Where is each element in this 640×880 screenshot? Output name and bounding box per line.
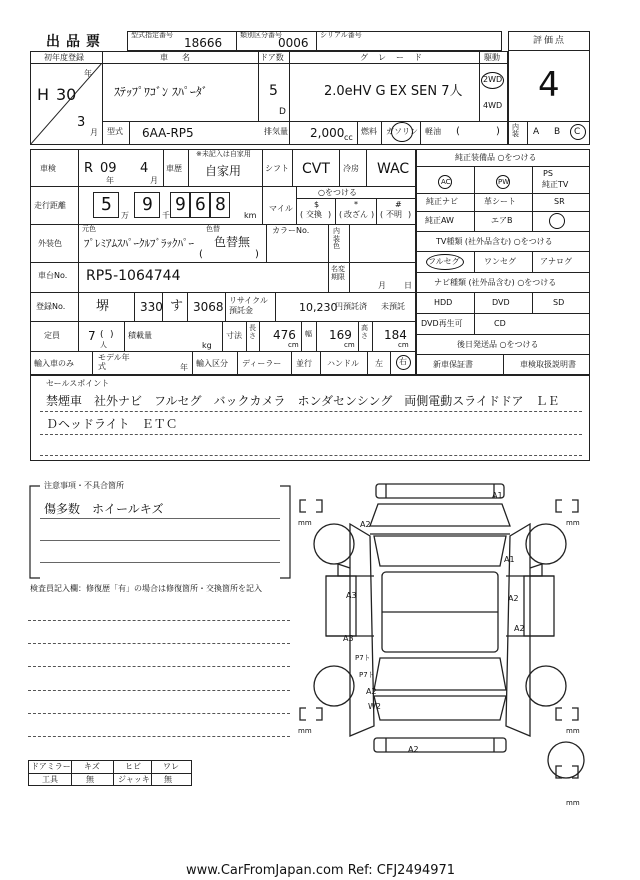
meter-exchange-symbol: $: [314, 200, 320, 209]
drive-4wd: 4WD: [483, 101, 503, 110]
equip-sr-circle: [549, 213, 565, 229]
length-label: 長さ: [249, 324, 256, 340]
capacity-label: 定員: [44, 331, 60, 340]
usage-label: 車歴: [166, 164, 182, 173]
original-color-label: 元色: [82, 225, 96, 233]
interior-b: B: [554, 127, 561, 137]
color-no-label: カラーNo.: [272, 226, 310, 235]
interior-c: C: [574, 127, 581, 137]
damage-mark-10: A2: [366, 687, 377, 696]
sales-points-line2: Ｄヘッドライト ＥＴＣ: [46, 417, 178, 431]
displacement-cc: cc: [344, 133, 353, 142]
fuel-diesel: 軽油: [425, 127, 441, 136]
recycle-suffix: 円預託済: [335, 302, 367, 311]
mileage-label: 走行距離: [34, 201, 66, 210]
legend-v2: 無: [86, 775, 94, 784]
interior-color-label: 内装色: [333, 227, 340, 251]
mileage-digit-1: 5: [101, 194, 112, 215]
inspection-label: 車検: [40, 164, 56, 173]
score-label: 評価点: [533, 36, 567, 46]
notes-label: 注意事項・不具合箇所: [44, 481, 124, 490]
load-unit: kg: [202, 341, 212, 350]
model-year-unit: 年: [180, 363, 188, 372]
first-reg-month-unit: 月: [90, 128, 98, 137]
mm-label-fr: mm: [566, 519, 580, 527]
legend-h4: ワレ: [163, 762, 179, 771]
displacement-label: 排気量: [264, 127, 288, 136]
length-value: 476: [273, 328, 296, 342]
equip-tv: 純正TV: [542, 180, 569, 189]
damage-mark-3: A1: [504, 555, 515, 564]
import-label: 輸入車のみ: [34, 359, 74, 368]
damage-mark-11: W2: [368, 702, 381, 711]
width-value: 169: [329, 328, 352, 342]
damage-mark-6: A2: [514, 624, 525, 633]
doors-suffix: D: [279, 107, 286, 117]
vin-label: 車台No.: [38, 271, 68, 280]
damage-mark-8: P7ト: [355, 654, 371, 662]
damage-mark-9: P7ト: [359, 671, 375, 679]
meter-note: ○をつける: [318, 188, 357, 197]
height-cm: cm: [398, 341, 409, 349]
first-reg-label: 初年度登録: [44, 53, 84, 62]
mm-label-fl: mm: [298, 519, 312, 527]
height-value: 184: [384, 328, 407, 342]
equip-sr: SR: [554, 197, 565, 206]
serial-label: シリアル番号: [320, 31, 362, 39]
mileage-man: 万: [121, 211, 129, 220]
inspector-label: 検査員記入欄：修復歴「有」の場合は修復箇所・交換箇所を記入: [30, 584, 262, 593]
damage-mark-4: A3: [346, 591, 357, 600]
legend-v4: 無: [164, 775, 172, 784]
recycle-unpaid: 未預託: [381, 302, 405, 311]
size-label: 寸法: [226, 331, 242, 340]
capacity-value: 7: [88, 329, 96, 343]
mileage-digit-4: 6: [195, 194, 206, 215]
meter-unknown-label: 不明: [386, 210, 402, 219]
mileage-digit-2: 9: [142, 194, 153, 215]
ac-value: WAC: [377, 161, 410, 177]
legend-h3: ヒビ: [125, 762, 141, 771]
equip-pw: PW: [498, 178, 510, 186]
sales-points-line1: 禁煙車 社外ナビ フルセグ バックカメラ ホンダセンシング 両側電動スライドドア ＬＥ: [46, 394, 560, 408]
car-name-label: 車名: [160, 53, 204, 62]
navi-dvd: DVD: [492, 298, 510, 307]
reg-number: 3068: [193, 300, 224, 314]
vin-value: RP5-1064744: [86, 268, 181, 284]
car-name-value: ｽﾃｯﾌﾟﾜｺﾞﾝ ｽﾊﾟｰﾀﾞ: [114, 85, 208, 99]
mile-label: マイル: [269, 204, 293, 213]
sheet-title: 出品票: [46, 34, 106, 50]
sales-points-label: セールスポイント: [46, 379, 110, 388]
navi-sd: SD: [553, 298, 565, 307]
drive-2wd: 2WD: [483, 75, 503, 84]
meter-altered-symbol: *: [354, 200, 358, 209]
length-cm: cm: [288, 341, 299, 349]
model-cert-value: 18666: [184, 36, 223, 50]
inspection-month-unit: 月: [150, 176, 158, 185]
doors-label: ドア数: [260, 53, 284, 62]
later-doc-manual: 車検取扱説明書: [520, 360, 576, 369]
damage-mark-2: A2: [360, 520, 371, 529]
fuel-label: 燃料: [361, 127, 377, 136]
name-change-label: 名変期限: [331, 265, 345, 281]
mileage-digit-3: 9: [175, 194, 186, 215]
tv-header: TV種類 (社外品含む) ○をつける: [436, 237, 553, 246]
damage-mark-5: A2: [508, 594, 519, 603]
later-docs-header: 後日発送品 ○をつける: [457, 340, 539, 349]
capacity-unit: 人: [100, 341, 107, 349]
recycle-label: リサイクル預託金: [229, 296, 268, 315]
mileage-km: km: [244, 211, 257, 220]
class-value: 0006: [278, 36, 309, 50]
type-value: 6AA-RP5: [142, 126, 194, 140]
doors-value: 5: [269, 83, 278, 99]
equip-ac: AC: [441, 178, 451, 186]
handle-left: 左: [375, 359, 383, 368]
handle-right: 右: [399, 357, 407, 366]
reg-kana: す: [170, 299, 184, 314]
damage-mark-1: A1: [492, 491, 503, 500]
legend-v3: ジャッキ: [118, 775, 150, 784]
equip-ps: PS: [543, 169, 553, 178]
name-change-month: 月: [378, 281, 386, 290]
damage-mark-12: A2: [408, 745, 419, 754]
inspection-year-unit: 年: [106, 176, 114, 185]
model-year-label: モデル年式: [98, 353, 130, 371]
equip-navi: 純正ナビ: [426, 197, 458, 206]
handle-label: ハンドル: [327, 359, 359, 368]
meter-altered-label: 改ざん: [344, 210, 368, 219]
grade-value: 2.0eHV G EX SEN 7人: [324, 84, 463, 99]
mm-label-rl: mm: [298, 727, 312, 735]
drive-label: 駆動: [484, 53, 500, 62]
damage-mark-7: A3: [343, 634, 354, 643]
recycle-amount: 10,230: [299, 301, 338, 314]
fuel-gasoline: ガソリン: [386, 127, 418, 136]
ac-label: 冷房: [343, 164, 359, 173]
inspection-year: 09: [100, 161, 117, 176]
navi-header: ナビ種類 (社外品含む) ○をつける: [434, 278, 557, 287]
first-reg-year-unit: 年: [84, 69, 92, 78]
legend-v1: 工具: [42, 775, 58, 784]
shift-label: シフト: [265, 164, 289, 173]
car-damage-diagram: [290, 476, 590, 816]
name-change-day: 日: [404, 281, 412, 290]
mileage-digit-5: 8: [215, 194, 226, 215]
interior-a: A: [533, 127, 540, 137]
first-reg-year: 30: [56, 85, 77, 104]
tv-fullseg: フルセグ: [428, 257, 460, 266]
navi-cd: CD: [494, 319, 506, 328]
import-type-label: 輸入区分: [196, 359, 228, 368]
footer-watermark: www.CarFromJapan.com Ref: CFJ2494971: [186, 863, 456, 878]
usage-value: 自家用: [205, 164, 242, 178]
width-label: 幅: [305, 330, 312, 338]
color-value: ﾌﾟﾚﾐｱﾑｽﾊﾟｰｸﾙﾌﾞﾗｯｸﾊﾟｰ: [84, 237, 194, 250]
color-label: 外装色: [38, 239, 62, 248]
type-label: 型式: [107, 127, 123, 136]
mm-label-rr: mm: [566, 727, 580, 735]
first-reg-month: 3: [77, 115, 86, 130]
tv-analog: アナログ: [540, 257, 572, 266]
class-label: 類別区分番号: [240, 31, 282, 39]
model-cert-label: 型式指定番号: [131, 31, 173, 39]
load-label: 積載量: [128, 331, 152, 340]
meter-unknown-symbol: #: [395, 200, 402, 209]
usage-note: ※未記入は自家用: [196, 150, 251, 158]
later-doc-warranty: 新車保証書: [433, 360, 473, 369]
equipment-header: 純正装備品 ○をつける: [455, 153, 537, 162]
reg-area: 堺: [96, 299, 110, 314]
grade-label: グレード: [360, 53, 432, 62]
inspection-era: R: [84, 161, 94, 176]
color-name-label: 色替: [206, 225, 220, 233]
reg-class: 330: [140, 300, 163, 314]
navi-hdd: HDD: [434, 298, 453, 307]
tv-oneseg: ワンセグ: [484, 257, 516, 266]
notes-line1: 傷多数 ホイールキズ: [44, 502, 164, 516]
mileage-sen: 千: [162, 211, 170, 220]
mm-label-spare: mm: [566, 799, 580, 807]
notes-bracket: [28, 481, 292, 580]
interior-label: 内装: [512, 123, 519, 138]
reg-label: 登録No.: [36, 302, 66, 311]
legend-h1: ドアミラー: [31, 762, 71, 771]
shift-value: CVT: [302, 161, 330, 177]
inspection-month: 4: [140, 161, 149, 176]
height-label: 高さ: [361, 324, 368, 340]
navi-dvd-play: DVD再生可: [421, 319, 463, 328]
legend-h2: キズ: [84, 762, 100, 771]
equip-aw: 純正AW: [425, 216, 454, 225]
dealer-label: ディーラー: [242, 359, 282, 368]
width-cm: cm: [344, 341, 355, 349]
score-value: 4: [538, 65, 560, 105]
parallel-label: 並行: [296, 359, 312, 368]
color-change: 色替無: [214, 235, 251, 249]
equip-airbag: エアB: [491, 216, 513, 225]
meter-exchange-label: 交換: [306, 210, 322, 219]
first-reg-era: H: [37, 85, 50, 104]
displacement-value: 2,000: [310, 126, 345, 140]
equip-leather: 革シート: [484, 197, 516, 206]
